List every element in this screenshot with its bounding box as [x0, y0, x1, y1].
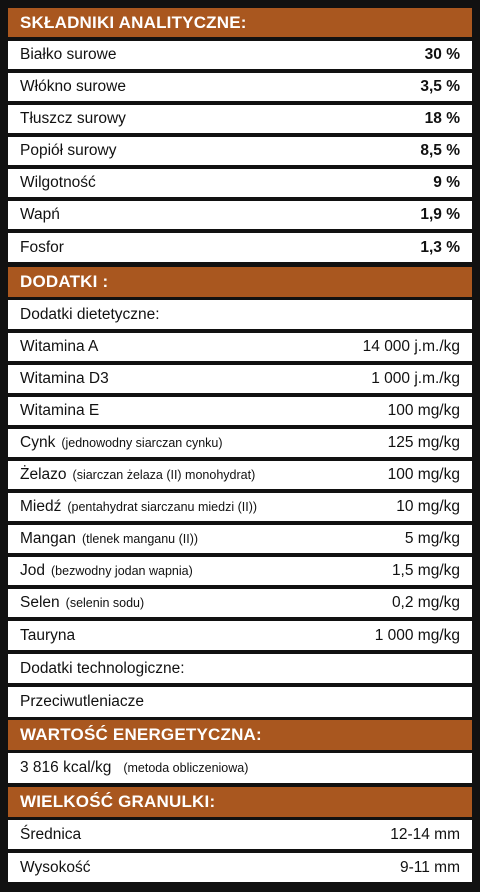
row-label-group — [20, 498, 257, 516]
row-note: (selenin sodu) — [65, 596, 145, 610]
row-note: (jednowodny siarczan cynku) — [61, 436, 223, 450]
table-row — [8, 41, 472, 69]
energy-row — [8, 753, 472, 783]
row-value: 100 mg/kg — [387, 402, 460, 419]
row-label: Witamina E — [20, 402, 100, 419]
row-value: 12-14 mm — [390, 825, 460, 843]
table-row — [8, 687, 472, 717]
table-row — [8, 233, 472, 262]
row-label-group — [20, 466, 255, 484]
table-row — [8, 73, 472, 101]
row-label: Mangan — [20, 530, 77, 547]
row-label-group — [20, 562, 193, 580]
table-row — [8, 429, 472, 457]
table-row — [8, 397, 472, 425]
row-label: Selen — [20, 594, 60, 611]
row-label: Wysokość — [20, 858, 91, 876]
table-row — [8, 621, 472, 650]
technological-additives-label: Dodatki technologiczne: — [20, 659, 185, 677]
section-title: WARTOŚĆ ENERGETYCZNA: — [20, 725, 262, 744]
row-label-group — [20, 759, 248, 777]
row-value: 1 000 mg/kg — [374, 626, 460, 644]
row-label: Cynk — [20, 434, 56, 451]
row-value: 10 mg/kg — [396, 498, 460, 515]
row-value: 100 mg/kg — [387, 466, 460, 483]
table-row — [8, 853, 472, 882]
row-label: Włókno surowe — [20, 78, 126, 95]
table-row — [8, 493, 472, 521]
table-row — [8, 169, 472, 197]
row-label: Miedź — [20, 498, 62, 515]
row-label-group — [20, 594, 144, 612]
row-value: 5 mg/kg — [404, 530, 460, 547]
row-value: 8,5 % — [420, 142, 460, 159]
dietary-additives-label: Dodatki dietetyczne: — [20, 305, 160, 323]
table-row — [8, 461, 472, 489]
row-value: 14 000 j.m./kg — [362, 338, 460, 355]
row-value: 1,9 % — [420, 206, 460, 223]
nutrition-table — [8, 8, 472, 884]
section-header-granule — [8, 787, 472, 817]
table-row — [8, 589, 472, 617]
row-note: (tlenek manganu (II)) — [82, 532, 199, 546]
row-label-group — [20, 434, 223, 452]
section-title: SKŁADNIKI ANALITYCZNE: — [20, 12, 247, 32]
table-row — [8, 525, 472, 553]
row-label: Wilgotność — [20, 174, 96, 191]
row-value: 125 mg/kg — [387, 434, 460, 451]
row-value: 1,5 mg/kg — [391, 562, 460, 579]
table-row — [8, 137, 472, 165]
section-header-analytical — [8, 8, 472, 37]
row-note: (siarczan żelaza (II) monohydrat) — [72, 468, 256, 482]
row-label: Witamina A — [20, 338, 99, 355]
row-label: Wapń — [20, 206, 60, 223]
row-label: Jod — [20, 562, 45, 579]
row-note: (bezwodny jodan wapnia) — [51, 564, 193, 578]
table-row — [8, 557, 472, 585]
table-row — [8, 105, 472, 133]
row-label: Witamina D3 — [20, 370, 109, 387]
row-label: Białko surowe — [20, 46, 117, 63]
section-header-energy — [8, 720, 472, 750]
row-label: Fosfor — [20, 238, 64, 256]
section-header-additives — [8, 267, 472, 297]
row-value: 9-11 mm — [399, 858, 460, 876]
row-label-group — [20, 530, 198, 548]
table-row — [8, 333, 472, 361]
row-value: 1 000 j.m./kg — [371, 370, 460, 387]
row-label: Tauryna — [20, 626, 76, 644]
section-title: DODATKI : — [20, 272, 109, 291]
table-row — [8, 365, 472, 393]
row-note: (pentahydrat siarczanu miedzi (II)) — [67, 500, 258, 514]
row-value: 18 % — [424, 110, 460, 127]
subheading-row — [8, 300, 472, 329]
energy-note: (metoda obliczeniowa) — [123, 761, 249, 775]
table-row — [8, 820, 472, 849]
subheading-row — [8, 654, 472, 683]
row-value: 30 % — [424, 46, 460, 63]
row-value: 0,2 mg/kg — [391, 594, 460, 611]
row-label: Tłuszcz surowy — [20, 110, 126, 127]
row-label: Żelazo — [20, 466, 67, 483]
section-title: WIELKOŚĆ GRANULKI: — [20, 792, 216, 811]
row-value: 3,5 % — [420, 78, 460, 95]
energy-value: 3 816 kcal/kg — [20, 759, 112, 776]
row-value: 9 % — [433, 174, 460, 191]
row-value: 1,3 % — [420, 238, 460, 256]
technological-item: Przeciwutleniacze — [20, 693, 145, 710]
table-row — [8, 201, 472, 229]
row-label: Średnica — [20, 825, 82, 843]
row-label: Popiół surowy — [20, 142, 117, 159]
